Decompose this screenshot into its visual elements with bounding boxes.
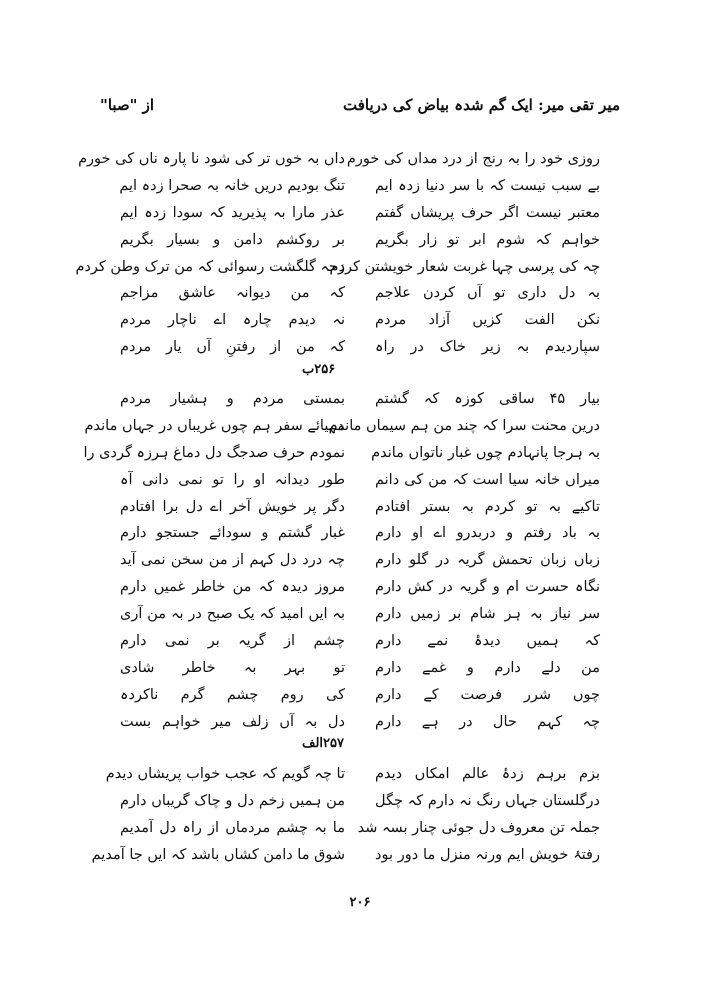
- couplet: [120, 574, 600, 601]
- hemistich-second: کی روم چشم گرم ناکردہ: [120, 686, 345, 703]
- couplet: [120, 494, 600, 521]
- hemistich-second: کہ من دیوانہ عاشق مزاجم: [120, 285, 345, 302]
- hemistich-second: چشم از گریہ بر نمی دارم: [120, 633, 345, 650]
- poem-block-1: [75, 146, 600, 361]
- hemistich-second: من ہمیں زخم دل و چاک گریباں دارم: [120, 792, 345, 809]
- hemistich-second: بہ ایں امید کہ یک صبح در بہ من آری: [120, 606, 345, 623]
- couplet: [120, 788, 600, 815]
- hemistich-first: بہ دل داری تو آں کردن علاجم: [375, 285, 600, 302]
- hemistich-second: شوق ما دامن کشاں باشد کہ ایں جا آمدیم: [91, 846, 345, 863]
- hemistich-second: بر روکشم دامن و بسیار بگریم: [120, 231, 345, 248]
- couplet: [120, 334, 600, 361]
- couplet: [120, 815, 600, 842]
- hemistich-second: بمستی مردم و ہشیار مردم: [120, 391, 345, 407]
- header-title: میر تقی میر: ایک گم شدہ بیاض کی دریافت: [343, 96, 620, 114]
- hemistich-first: چہ کی پرسی چہا غربت شعار خویشتن کردم: [329, 258, 600, 275]
- hemistich-first: سپاردیدم بہ زیر خاک در راہ: [375, 339, 600, 356]
- hemistich-second: تنگ بودیم دریں خانہ بہ صحرا زدہ ایم: [119, 177, 345, 194]
- hemistich-first: رفتۂ خویش ایم ورنہ منزل ما دور بود: [375, 846, 600, 863]
- poem-block-2: [83, 386, 600, 736]
- hemistich-second: غبار گشتم و سودائے جستجو دارم: [120, 525, 345, 542]
- couplet: [120, 200, 600, 227]
- hemistich-second: دگر پر خویش آخر اے دل برا افتادم: [120, 498, 345, 515]
- couplet: [120, 173, 600, 200]
- hemistich-first: زباں زبان تحمش گریہ در گلو دارم: [375, 552, 600, 569]
- hemistich-first: بے سبب نیست کہ با سر دنیا زدہ ایم: [375, 177, 600, 194]
- couplet: [120, 227, 600, 254]
- hemistich-second: کہ من از رفتنِ آں یار مردم: [120, 339, 345, 356]
- hemistich-first: بہ ہرجا پانہادم چوں غبار ناتواں ماندم: [371, 444, 600, 461]
- hemistich-first: خواہم کہ شوم ابر تو زار بگریم: [375, 231, 600, 248]
- couplet: [120, 386, 600, 413]
- couplet: [120, 547, 600, 574]
- hemistich-second: طور دیدانہ او را تو نمی دانی آہ: [120, 471, 345, 488]
- couplet: [83, 440, 600, 467]
- hemistich-first: بیار ۴۵ ساقی کوزہ کہ گشتم: [375, 391, 600, 407]
- couplet: [120, 709, 600, 736]
- poem-block-3: [91, 761, 600, 869]
- running-header: [100, 96, 620, 122]
- hemistich-first: چوں شرر فرصت کے دارم: [375, 686, 600, 703]
- hemistich-first: جملہ تن معروف دل جوئی چنار بسہ شد: [357, 819, 600, 836]
- hemistich-first: معتبر نیست اگر حرف پریشاں گفتم: [375, 204, 600, 221]
- hemistich-first: روزی خود را بہ رنج از درد مداں کی خورم: [346, 151, 600, 167]
- hemistich-first: میراں خانہ سیا است کہ من کی دانم: [375, 471, 600, 488]
- hemistich-second: دل بہ آں زلف میر خواہم بست: [120, 713, 345, 730]
- hemistich-second: داں بہ خوں تر کی شود نا پارہ ناں کی خورم: [78, 151, 345, 167]
- hemistich-second: ما بہ چشم مردماں از راہ دل آمدیم: [120, 819, 345, 836]
- hemistich-second: تا چہ گویم کہ عجب خواب پریشاں دیدم: [105, 766, 345, 782]
- header-author: از "صبا": [100, 96, 155, 114]
- hemistich-second: زحہ گلگشت رسوائی کہ من ترک وطن کردم: [75, 258, 345, 275]
- couplet: [120, 655, 600, 682]
- couplet: [75, 254, 600, 281]
- hemistich-second: تو بہر بہ خاطر شادی: [120, 659, 345, 676]
- couplet: [84, 413, 600, 440]
- hemistich-first: درگلستان جہاں رنگ نہ دارم کہ چگل: [375, 792, 600, 809]
- hemistich-first: چہ کہم حال در ہے دارم: [375, 713, 600, 730]
- hemistich-second: مروز دیدہ کہ من خاطر غمیں دارم: [120, 579, 345, 596]
- couplet: [120, 682, 600, 709]
- hemistich-first: تاکیے بہ تو کردم بہ بستر افتادم: [375, 498, 600, 515]
- couplet: [120, 520, 600, 547]
- couplet: [120, 280, 600, 307]
- page-number: ۲۰۶: [349, 895, 371, 910]
- couplet: [120, 628, 600, 655]
- hemistich-first: نکن الفت کزیں آزاد مردم: [375, 312, 600, 329]
- couplet: [78, 146, 600, 173]
- couplet: [120, 467, 600, 494]
- hemistich-first: بزم برہم زدۂ عالم امکاں دیدم: [375, 766, 600, 782]
- hemistich-first: بہ باد رفتم و دربدرو اے او دارم: [375, 525, 600, 542]
- couplet: [120, 601, 600, 628]
- hemistich-second: مہیائے سفر ہم چوں غریباں در جہاں ماندم: [84, 417, 345, 434]
- couplet: [120, 307, 600, 334]
- hemistich-first: من دلے دارم و غمے دارم: [375, 659, 600, 676]
- hemistich-first: سر نیاز بہ ہر شام بر زمیں دارم: [375, 606, 600, 623]
- folio-marker-256b: ۲۵۶ب: [302, 362, 336, 377]
- couplet: [91, 842, 600, 869]
- hemistich-first: کہ ہمیں دیدۂ نمے دارم: [375, 633, 600, 650]
- hemistich-first: درین محنت سرا کہ چند من ہم سیماں ماندم: [328, 417, 600, 434]
- hemistich-second: نمودم حرف صدجگ دل دماغ ہرزہ گردی را: [83, 444, 345, 461]
- folio-marker-257a: ۲۵۷الف: [302, 736, 344, 751]
- hemistich-second: چہ درد دل کہم از من سخن نمی آید: [120, 552, 345, 569]
- hemistich-second: نہ دیدم چارہ اے ناچار مردم: [120, 312, 345, 329]
- hemistich-first: نگاہ حسرت ام و گریہ در کش دارم: [375, 579, 600, 596]
- hemistich-second: عذر مارا بہ پذیرید کہ سودا زدہ ایم: [120, 204, 345, 221]
- couplet: [105, 761, 600, 788]
